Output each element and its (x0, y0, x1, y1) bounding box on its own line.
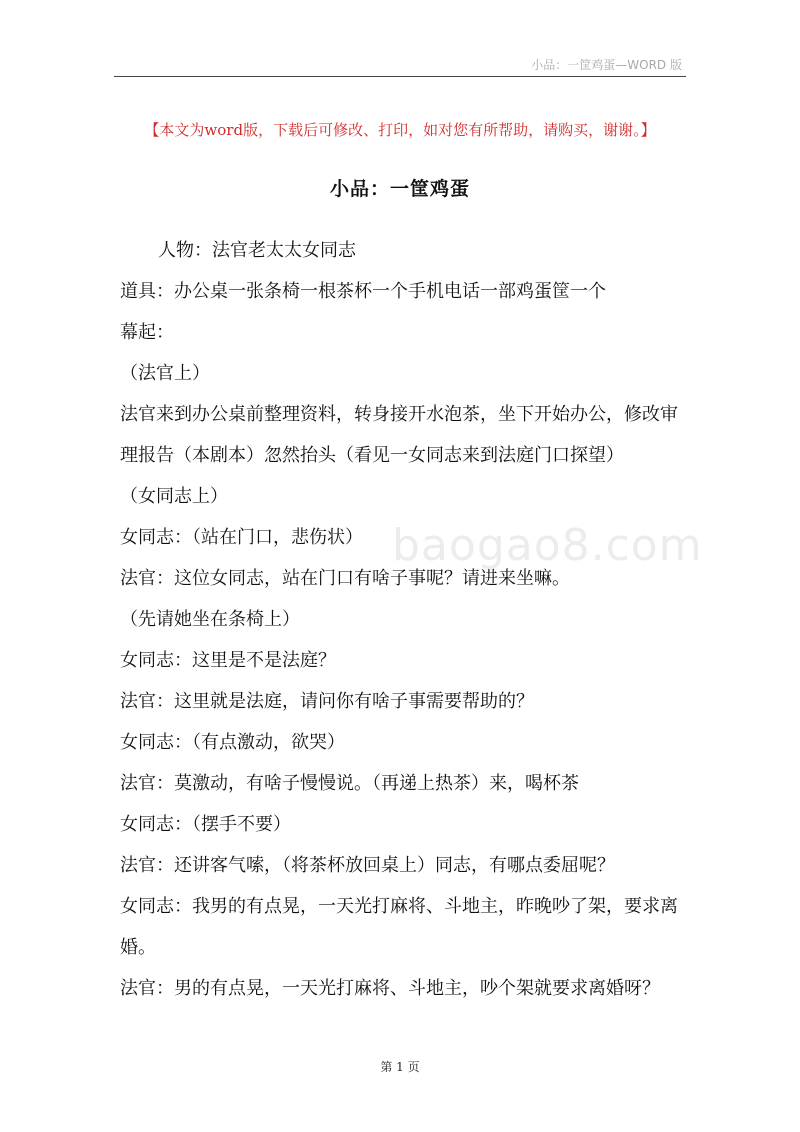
page-number: 第 1 页 (380, 1060, 420, 1074)
document-body (120, 230, 686, 1009)
dialogue-line: 法官：男的有点晃，一天光打麻将、斗地主，吵个架就要求离婚呀？ (120, 978, 660, 999)
dialogue-line: 女同志：（摆手不要） (120, 814, 291, 835)
paragraph-characters: 人物：法官老太太女同志 (158, 240, 356, 261)
dialogue-line: 女同志：（有点激动，欲哭） (120, 732, 345, 753)
paragraph-curtain: 幕起： (120, 322, 174, 343)
stage-direction: （法官上） (120, 363, 210, 384)
dialogue-line: 法官：这位女同志，站在门口有啥子事呢？请进来坐嘛。 (120, 568, 570, 589)
stage-direction: （女同志上） (120, 486, 228, 507)
dialogue-line: 女同志：（站在门口，悲伤状） (120, 527, 363, 548)
stage-direction: （先请她坐在条椅上） (120, 609, 300, 630)
purchase-notice: 【本文为word版，下载后可修改、打印，如对您有所帮助，请购买，谢谢。】 (144, 121, 656, 139)
paragraph-props: 道具：办公桌一张条椅一根茶杯一个手机电话一部鸡蛋筐一个 (120, 281, 606, 302)
dialogue-line: 法官：这里就是法庭，请问你有啥子事需要帮助的？ (120, 691, 534, 712)
dialogue-line: 法官：莫激动，有啥子慢慢说。（再递上热茶）来，喝杯茶 (120, 773, 579, 794)
document-title: 小品：一筐鸡蛋 (329, 178, 470, 200)
page-header-text: 小品：一筐鸡蛋—WORD 版 (531, 58, 682, 72)
dialogue-line: 法官：还讲客气嗦，（将茶杯放回桌上）同志，有哪点委屈呢？ (120, 855, 615, 876)
header-divider (114, 76, 686, 77)
paragraph-action: 法官来到办公桌前整理资料，转身接开水泡茶，坐下开始办公，修改审理报告（本剧本）忽然抬头（看见一女同志来到法庭门口探望） (120, 404, 678, 466)
watermark: baogao8.com (392, 520, 703, 571)
dialogue-line: 女同志：我男的有点晃，一天光打麻将、斗地主，昨晚吵了架，要求离婚。 (120, 896, 678, 958)
dialogue-line: 女同志：这里是不是法庭？ (120, 650, 336, 671)
